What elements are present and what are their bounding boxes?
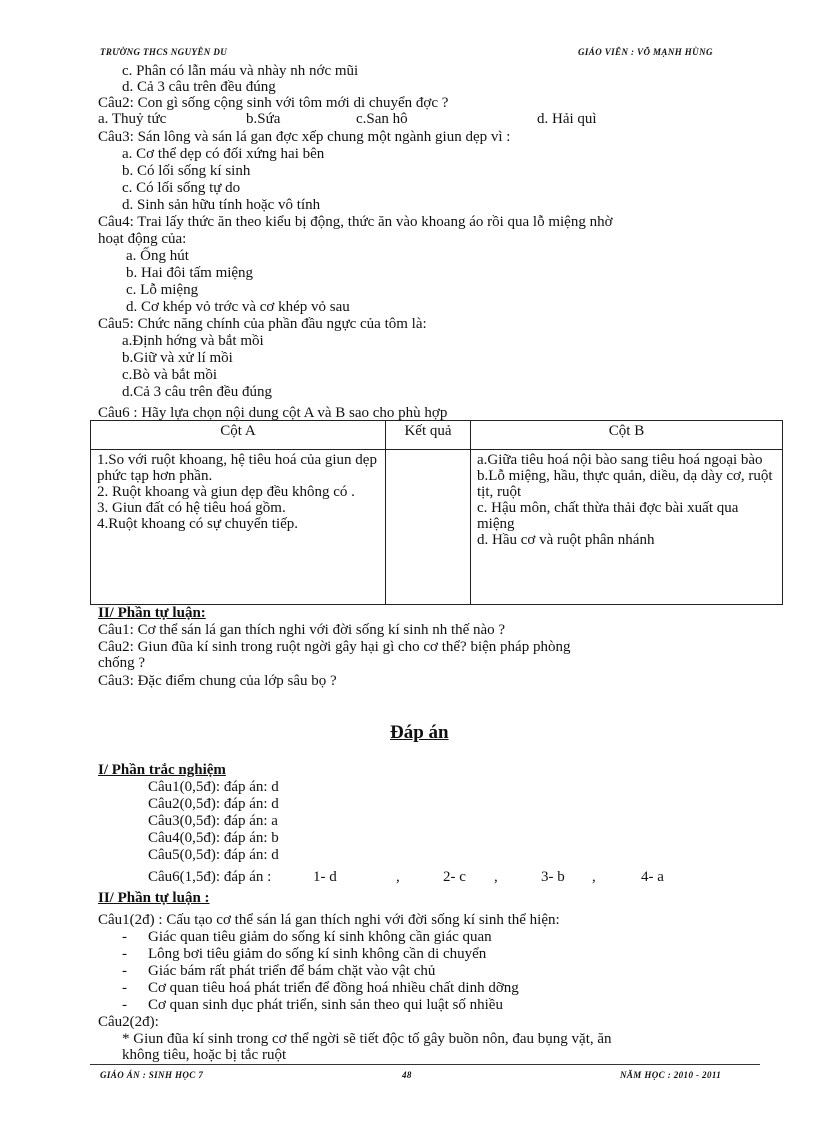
column-b-item: c. Hậu môn, chất thừa thải đợc bài xuất qua miệng (477, 500, 739, 532)
result-cell (386, 450, 471, 605)
q1-option-d: d. Cả 3 câu trên đều đúng (122, 79, 276, 95)
column-b-item: a.Giữa tiêu hoá nội bào sang tiêu hoá ngoại bào (477, 452, 763, 468)
answer-q6-pair: 3- b (541, 869, 565, 885)
answer-essay2-line2: không tiêu, hoặc bị tắc ruột (122, 1047, 287, 1063)
q5-option-a: a.Định hớng và bắt mồi (122, 333, 264, 349)
column-a-item: 2. Ruột khoang và giun dẹp đều không có . (97, 484, 355, 500)
column-a-header: Cột A (91, 421, 386, 450)
essay-q2-line1: Câu2: Giun đũa kí sinh trong ruột ngời gây hại gì cho cơ thể? biện pháp phòng (98, 639, 571, 655)
q3-option-c: c. Có lối sống tự do (122, 180, 241, 196)
bullet-dash: - (122, 946, 127, 962)
answer-q6-pair: 2- c (443, 869, 466, 885)
q4-option-d: d. Cơ khép vỏ trớc và cơ khép vỏ sau (126, 299, 350, 315)
column-b-cell (471, 450, 783, 605)
answer-essay1: Câu1(2đ) : Cấu tạo cơ thể sán lá gan thích nghi với đời sống kí sinh thể hiện: (98, 912, 560, 928)
bullet-dash: - (122, 980, 127, 996)
column-b-header: Cột B (471, 421, 783, 450)
q3-option-a: a. Cơ thể dẹp có đối xứng hai bên (122, 146, 325, 162)
answer-q6-pair: 1- d (313, 869, 337, 885)
q5-stem: Câu5: Chức năng chính của phần đầu ngực của tôm là: (98, 316, 427, 332)
q6-stem: Câu6 : Hãy lựa chọn nội dung cột A và B sao cho phù hợp (98, 405, 448, 421)
q3-option-d: d. Sinh sản hữu tính hoặc vô tính (122, 197, 321, 213)
q4-stem-line1: Câu4: Trai lấy thức ăn theo kiểu bị động, thức ăn vào khoang áo rồi qua lỗ miệng nhờ (98, 214, 613, 230)
q3-stem: Câu3: Sán lông và sán lá gan đợc xếp chung một ngành giun dẹp vì : (98, 129, 511, 145)
answer-item: Câu4(0,5đ): đáp án: b (148, 830, 279, 846)
column-b-item: b.Lỗ miệng, hầu, thực quản, diều, dạ dày cơ, ruột tịt, ruột (477, 468, 773, 500)
q2-option-b: b.Sứa (246, 111, 281, 127)
column-a-item: 4.Ruột khoang có sự chuyển tiếp. (97, 516, 299, 532)
answer-essay1-item: Lông bơi tiêu giảm do sống kí sinh không cần di chuyển (148, 946, 487, 962)
header-teacher: GIÁO VIÊN : VÕ MẠNH HÙNG (578, 47, 713, 57)
answer-q6-separator: , (396, 869, 400, 885)
q4-option-a: a. Ống hút (126, 248, 189, 264)
answer-item: Câu2(0,5đ): đáp án: d (148, 796, 279, 812)
bullet-dash: - (122, 963, 127, 979)
header-school: TRƯỜNG THCS NGUYỄN DU (100, 47, 228, 57)
answer-item: Câu3(0,5đ): đáp án: a (148, 813, 278, 829)
footer-rule (90, 1064, 760, 1065)
q5-option-c: c.Bò và bắt mồi (122, 367, 217, 383)
essay-q2-line2: chống ? (98, 655, 146, 671)
answer-q6-label: Câu6(1,5đ): đáp án : (148, 869, 272, 885)
q5-option-b: b.Giữ và xử lí mồi (122, 350, 233, 366)
answer-item: Câu5(0,5đ): đáp án: d (148, 847, 279, 863)
answer-item: Câu1(0,5đ): đáp án: d (148, 779, 279, 795)
column-a-item: 1.So với ruột khoang, hệ tiêu hoá của giun dẹp phức tạp hơn phần. (97, 452, 377, 484)
answer-q6-separator: , (592, 869, 596, 885)
part2-heading: II/ Phần tự luận: (98, 605, 206, 621)
column-b-item: d. Hầu cơ và ruột phân nhánh (477, 532, 655, 548)
footer-school-year: NĂM HỌC : 2010 - 2011 (620, 1070, 722, 1080)
q5-option-d: d.Cả 3 câu trên đều đúng (122, 384, 272, 400)
essay-q3: Câu3: Đặc điểm chung của lớp sâu bọ ? (98, 673, 337, 689)
footer-page-number: 48 (402, 1070, 412, 1080)
answers-part2-heading: II/ Phần tự luận : (98, 890, 210, 906)
footer-course: GIÁO ÁN : SINH HỌC 7 (100, 1070, 204, 1080)
q4-stem-line2: hoạt động của: (98, 231, 187, 247)
answers-part1-heading: I/ Phần trắc nghiệm (98, 762, 226, 778)
answer-essay2: Câu2(2đ): (98, 1014, 159, 1030)
q2-stem: Câu2: Con gì sống cộng sinh với tôm mới di chuyển đợc ? (98, 95, 449, 111)
q2-option-c: c.San hô (356, 111, 408, 127)
answer-q6-pair: 4- a (641, 869, 664, 885)
answers-title: Đáp án (390, 722, 449, 743)
q2-option-a: a. Thuỷ tức (98, 111, 167, 127)
matching-table (90, 420, 783, 605)
q1-option-c: c. Phân có lẫn máu và nhày nh nớc mũi (122, 63, 359, 79)
answer-essay1-item: Cơ quan tiêu hoá phát triển để đồng hoá nhiều chất dinh dỡng (148, 980, 519, 996)
q4-option-b: b. Hai đôi tấm miệng (126, 265, 254, 281)
essay-q1: Câu1: Cơ thể sán lá gan thích nghi với đời sống kí sinh nh thế nào ? (98, 622, 506, 638)
q3-option-b: b. Có lối sống kí sinh (122, 163, 251, 179)
column-a-cell (91, 450, 386, 605)
q4-option-c: c. Lỗ miệng (126, 282, 199, 298)
q2-option-d: d. Hải quì (537, 111, 597, 127)
answer-essay1-item: Giác quan tiêu giảm do sống kí sinh không cần giác quan (148, 929, 492, 945)
column-a-item: 3. Giun đất có hệ tiêu hoá gồm. (97, 500, 286, 516)
answer-q6-separator: , (494, 869, 498, 885)
answer-essay1-item: Cơ quan sinh dục phát triển, sinh sản theo qui luật số nhiều (148, 997, 503, 1013)
answer-essay2-line1: * Giun đũa kí sinh trong cơ thể ngời sẽ tiết độc tố gây buồn nôn, đau bụng vặt, ăn (122, 1031, 612, 1047)
bullet-dash: - (122, 997, 127, 1013)
result-column-header: Kết quả (386, 421, 471, 450)
bullet-dash: - (122, 929, 127, 945)
answer-essay1-item: Giác bám rất phát triển để bám chặt vào vật chủ (148, 963, 436, 979)
